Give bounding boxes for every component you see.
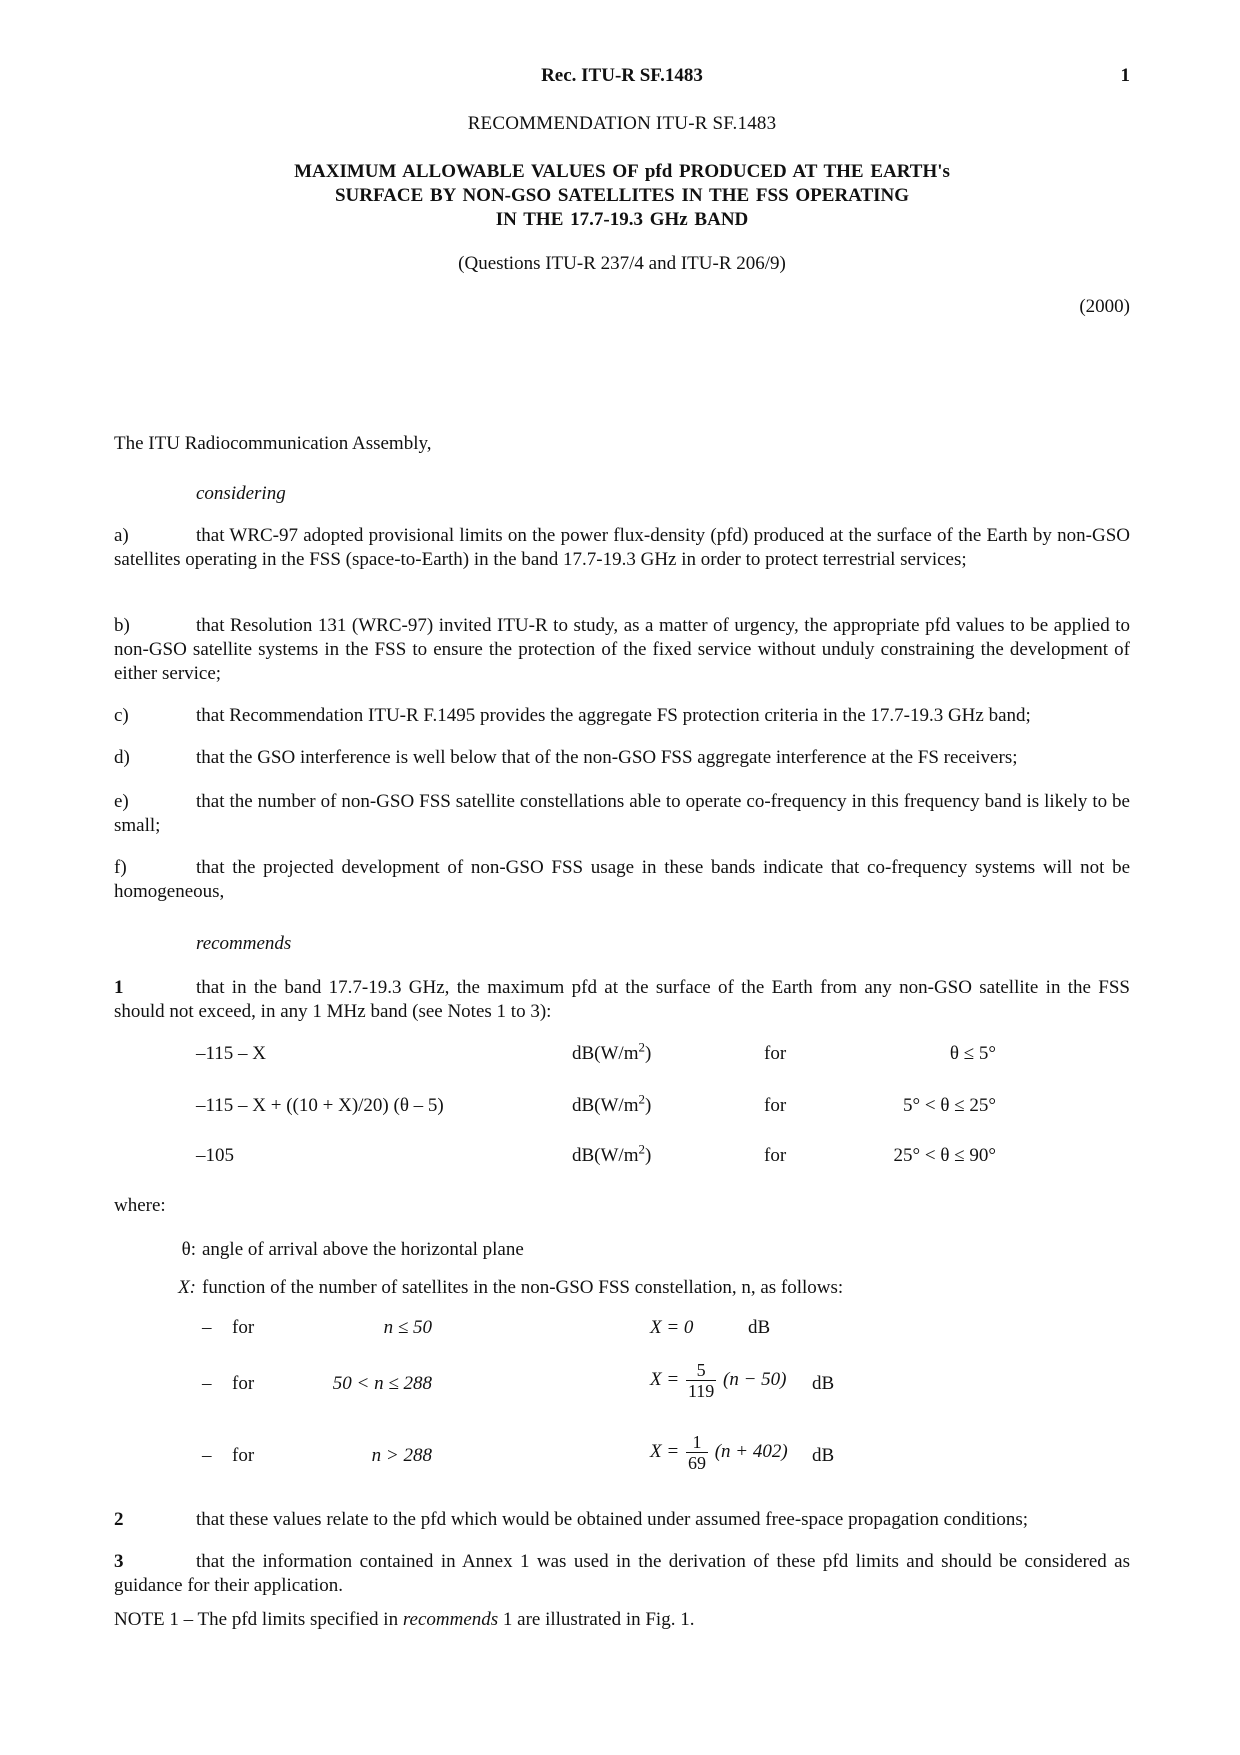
case-for: for	[232, 1373, 255, 1394]
equation-unit	[572, 1091, 652, 1118]
x-case-row	[202, 1316, 962, 1346]
unit-close: )	[645, 1095, 652, 1116]
note-suffix: 1 are illustrated in Fig. 1.	[498, 1609, 695, 1630]
fraction-denominator: 69	[687, 1453, 706, 1473]
case-unit: dB	[812, 1445, 835, 1466]
case-condition: n ≤ 50	[383, 1317, 432, 1338]
fraction	[686, 1360, 716, 1401]
title-line: SURFACE BY NON-GSO SATELLITES IN THE FSS OPERATING	[334, 185, 910, 206]
item-text: that the number of non-GSO FSS satellite constellations able to operate co-frequency in this frequency band is likely to be small;	[114, 791, 1130, 836]
fraction-numerator: 1	[686, 1432, 708, 1453]
pfd-equation-row	[196, 1039, 996, 1070]
where-label: where:	[114, 1195, 166, 1216]
item-label: 1	[114, 977, 124, 998]
considering-item-e	[114, 790, 1130, 838]
item-label: a)	[114, 525, 129, 546]
item-text: that the GSO interference is well below that of the non-GSO FSS aggregate interference at the FS receivers;	[196, 747, 1018, 768]
definition-text: function of the number of satellites in the non-GSO FSS constellation, n, as follows:	[202, 1277, 844, 1298]
case-value	[650, 1316, 693, 1340]
recommends-heading: recommends	[196, 933, 292, 954]
running-header: Rec. ITU-R SF.1483	[541, 65, 703, 86]
case-value	[650, 1432, 788, 1473]
item-text: that in the band 17.7-19.3 GHz, the maximum pfd at the surface of the Earth from any non-GSO satellite in the FSS should not exceed, in any 1 MHz band (see Notes 1 to 3):	[114, 977, 1130, 1022]
assembly-intro: The ITU Radiocommunication Assembly,	[114, 433, 432, 454]
considering-item-f	[114, 856, 1130, 904]
case-for: for	[232, 1317, 255, 1338]
considering-item-c	[114, 704, 1130, 728]
list-dash: –	[202, 1317, 212, 1338]
unit-exponent: 2	[638, 1039, 645, 1055]
unit-exponent: 2	[638, 1091, 645, 1107]
unit-base: dB(W/m	[572, 1095, 639, 1116]
pfd-equation-row	[196, 1141, 996, 1172]
considering-heading: considering	[196, 483, 286, 504]
recommends-item-2	[114, 1508, 1130, 1532]
item-label: c)	[114, 705, 129, 726]
document-title	[114, 160, 1130, 232]
x-case-row	[202, 1432, 962, 1474]
fraction-numerator: 5	[686, 1360, 716, 1381]
item-text: that these values relate to the pfd which would be obtained under assumed free-space propagation conditions;	[196, 1509, 1029, 1530]
title-line: MAXIMUM ALLOWABLE VALUES OF pfd PRODUCED AT THE EARTH's	[294, 161, 950, 182]
case-for: for	[232, 1445, 255, 1466]
fraction	[686, 1432, 708, 1473]
item-label: 3	[114, 1551, 124, 1572]
equation-for: for	[764, 1145, 787, 1166]
value-suffix: (n + 402)	[714, 1440, 788, 1462]
recommends-item-3	[114, 1550, 1130, 1598]
case-value	[650, 1360, 787, 1401]
definition-theta	[0, 1238, 1240, 1264]
unit-base: dB(W/m	[572, 1145, 639, 1166]
item-label: e)	[114, 791, 129, 812]
title-line: IN THE 17.7-19.3 GHz BAND	[495, 209, 749, 230]
unit-exponent: 2	[638, 1141, 645, 1157]
unit-close: )	[645, 1145, 652, 1166]
item-text: that the projected development of non-GSO FSS usage in these bands indicate that co-frequency systems will not be homogeneous,	[114, 857, 1130, 902]
value-prefix: X = 0	[650, 1317, 694, 1338]
recommendation-line: RECOMMENDATION ITU-R SF.1483	[467, 113, 777, 134]
list-dash: –	[202, 1373, 212, 1394]
considering-item-b	[114, 614, 1130, 686]
page-number: 1	[1120, 65, 1130, 86]
item-label: f)	[114, 857, 127, 878]
equation-condition: 25° < θ ≤ 90°	[893, 1145, 996, 1166]
unit-base: dB(W/m	[572, 1043, 639, 1064]
approval-year: (2000)	[1079, 296, 1130, 317]
note-prefix: NOTE 1 – The pfd limits specified in	[114, 1609, 403, 1630]
pfd-equation-row	[196, 1091, 996, 1122]
equation-condition: θ ≤ 5°	[949, 1043, 996, 1064]
item-label: b)	[114, 615, 130, 636]
item-text: that WRC-97 adopted provisional limits on the power flux-density (pfd) produced at the surface of the Earth by non-GSO satellites operating in the FSS (space-to-Earth) in the band 17.7-19.3 GHz in order to protect terrestrial services;	[114, 525, 1130, 570]
note-1	[114, 1608, 694, 1632]
equation-for: for	[764, 1043, 787, 1064]
value-prefix: X =	[650, 1368, 680, 1390]
equation-for: for	[764, 1095, 787, 1116]
equation-condition: 5° < θ ≤ 25°	[903, 1095, 996, 1116]
list-dash: –	[202, 1445, 212, 1466]
definition-symbol: X:	[178, 1277, 196, 1298]
definition-x	[0, 1276, 1240, 1302]
equation-expression: –115 – X + ((10 + X)/20) (θ – 5)	[196, 1095, 444, 1116]
item-text: that Resolution 131 (WRC-97) invited ITU-R to study, as a matter of urgency, the appropriate pfd values to be applied to non-GSO satellite systems in the FSS to ensure the protection of the fixed service without unduly constraining the development of either service;	[114, 615, 1130, 684]
recommends-item-1	[114, 976, 1130, 1024]
x-case-row	[202, 1360, 962, 1402]
equation-expression: –115 – X	[196, 1043, 267, 1064]
value-suffix: (n − 50)	[723, 1368, 787, 1390]
case-unit: dB	[812, 1373, 835, 1394]
case-condition: 50 < n ≤ 288	[332, 1373, 432, 1394]
item-label: 2	[114, 1509, 124, 1530]
item-label: d)	[114, 747, 130, 768]
considering-item-d	[114, 746, 1130, 770]
equation-unit	[572, 1141, 652, 1168]
questions-reference: (Questions ITU-R 237/4 and ITU-R 206/9)	[458, 253, 786, 274]
item-text: that Recommendation ITU-R F.1495 provides the aggregate FS protection criteria in the 17.7-19.3 GHz band;	[196, 705, 1031, 726]
considering-item-a	[114, 524, 1130, 572]
note-italic: recommends	[402, 1609, 499, 1630]
equation-unit	[572, 1039, 652, 1066]
case-unit: dB	[748, 1317, 771, 1338]
item-text: that the information contained in Annex 1 was used in the derivation of these pfd limits and should be considered as guidance for their application.	[114, 1551, 1130, 1596]
value-prefix: X =	[650, 1440, 680, 1462]
definition-symbol: θ:	[181, 1239, 196, 1260]
unit-close: )	[645, 1043, 652, 1064]
case-condition: n > 288	[371, 1445, 432, 1466]
equation-expression: –105	[196, 1145, 234, 1166]
fraction-denominator: 119	[687, 1381, 715, 1401]
definition-text: angle of arrival above the horizontal plane	[202, 1239, 524, 1260]
